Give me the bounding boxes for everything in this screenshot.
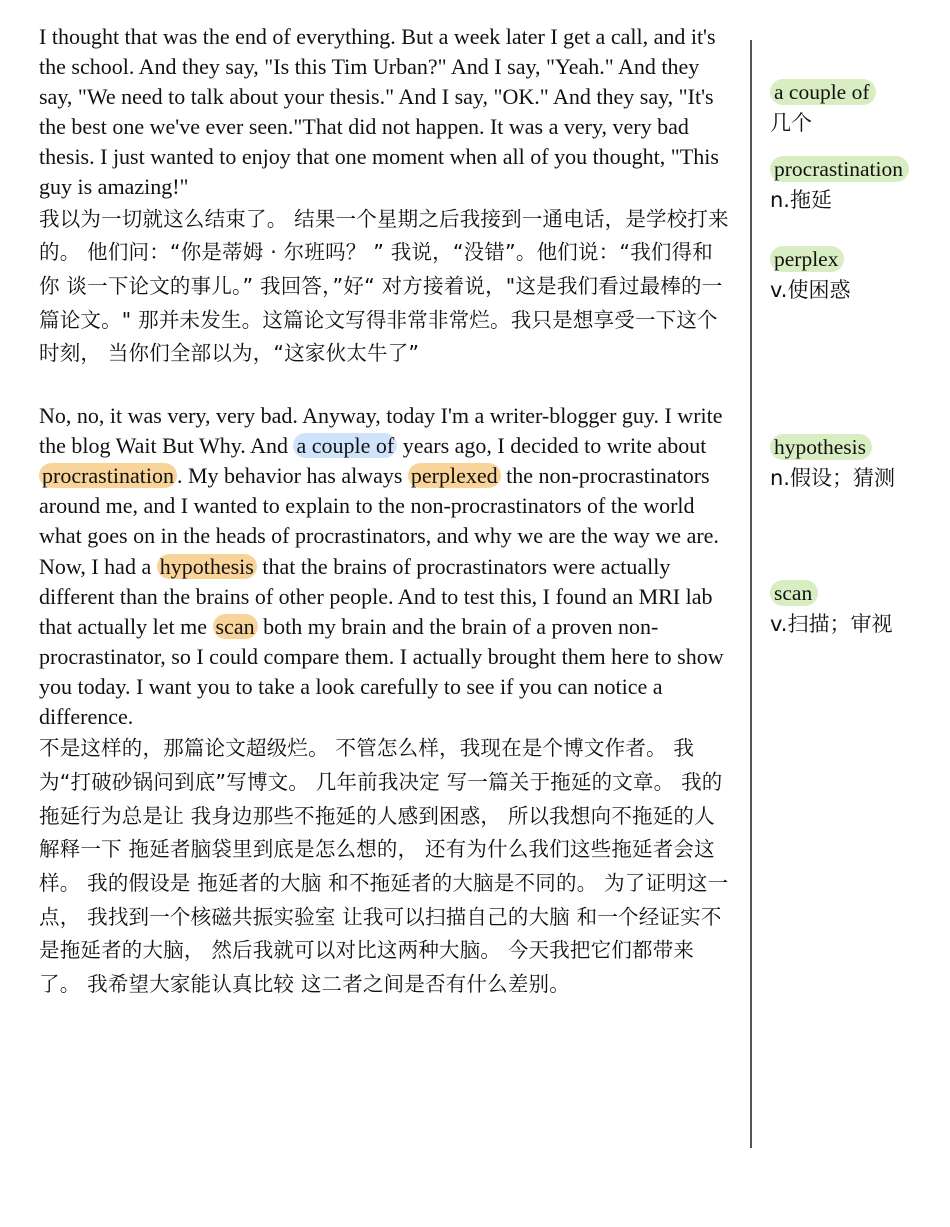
passage-2-text-1: No, no, it was very, very bad. Anyway, today I'm a writer-blogger guy. I write the blog Wait But Why. And xyxy=(39,403,723,459)
vocab-term: scan xyxy=(770,580,818,606)
vocab-term: perplex xyxy=(770,246,844,272)
highlight-a-couple-of[interactable]: a couple of xyxy=(293,433,397,458)
vocab-definition: n.拖延 xyxy=(770,188,832,212)
passage-2-chinese: 不是这样的，那篇论文超级烂。 不管怎么样，我现在是个博文作者。 我为“打破砂锅问到底”写博文。 几年前我决定 写一篇关于拖延的文章。 我的拖延行为总是让 我身边那些不拖延的人感到困惑， 所以我想向不拖延的人解释一下 拖延者脑袋里到底是怎么想的， 还有为什么我们这些拖延者会这样。 我的假设是 拖延者的大脑 和不拖延者的大脑是不同的。 为了证明这一点， 我找到一个核磁共振实验室 让我可以扫描自己的大脑 和一个经证实不是拖延者的大脑， 然后我就可以对比这两种大脑。 今天我把它们都带来了。 我希望大家能认真比较 这二者之间是否有什么差别。 xyxy=(39,736,729,997)
vocab-term: procrastination xyxy=(770,156,909,182)
vocab-definition: v.扫描；审视 xyxy=(770,612,893,636)
highlight-procrastination[interactable]: procrastination xyxy=(39,463,177,488)
vocab-entry-scan[interactable] xyxy=(770,580,905,641)
vocab-definition: n.假设；猜测 xyxy=(770,466,895,490)
passage-2-text-4: the non-procrastinators around me, and I wanted to explain to the non-procrastinators of the world what goes on in the heads of procrastinators, and why we are the way we are. Now, I had a xyxy=(39,463,719,579)
vocab-definition: 几个 xyxy=(770,111,812,135)
passage-2-text-5: that the brains of procrastinators were actually different than the brains of other people. And to test this, I found an MRI lab that actually let me xyxy=(39,553,713,639)
vocab-term: a couple of xyxy=(770,79,876,105)
passage-1-chinese: 我以为一切就这么结束了。 结果一个星期之后我接到一通电话，是学校打来的。 他们问：“你是蒂姆 · 尔班吗？ ” 我说，“没错”。他们说：“我们得和你 谈一下论文的事儿。” 我回答，”好“ 对方接着说，"这是我们看过最棒的一篇论文。" 那并未发生。这篇论文写得非常非常烂。我只是想享受一下这个时刻， 当你们全部以为，“这家伙太牛了” xyxy=(39,206,729,366)
passage-2-text-3: . My behavior has always xyxy=(176,463,403,489)
highlight-scan[interactable]: scan xyxy=(213,614,258,639)
passage-2-text-6: both my brain and the brain of a proven non-procrastinator, so I could compare them. I actually brought them here to show you today. I want you to take a look carefully to see if you can notice a difference. xyxy=(39,613,724,730)
passage-2-text-2: years ago, I decided to write about xyxy=(402,433,707,459)
passage-1-english: I thought that was the end of everything. But a week later I get a call, and it's the school. And they say, "Is this Tim Urban?" And I say, "Yeah." And they say, "We need to talk about your thesis." And I say, "OK." And they say, "It's the best one we've ever seen."That did not happen. It was a very, very bad thesis. I just wanted to enjoy that one moment when all of you thought, "This guy is amazing!" xyxy=(39,24,719,200)
highlight-hypothesis[interactable]: hypothesis xyxy=(157,554,257,579)
highlight-perplexed[interactable]: perplexed xyxy=(408,463,501,488)
transcript-panel xyxy=(39,22,729,1002)
column-divider xyxy=(750,40,752,1148)
vocab-entry-perplex[interactable] xyxy=(770,246,850,307)
passage-2-english xyxy=(39,401,729,732)
vocab-entry-procrastination[interactable] xyxy=(770,156,909,217)
paragraph-gap xyxy=(39,371,729,401)
vocab-entry-hypothesis[interactable] xyxy=(770,434,900,495)
vocab-entry-a-couple-of[interactable] xyxy=(770,79,876,140)
vocab-term: hypothesis xyxy=(770,434,872,460)
vocab-definition: v.使困惑 xyxy=(770,278,851,302)
